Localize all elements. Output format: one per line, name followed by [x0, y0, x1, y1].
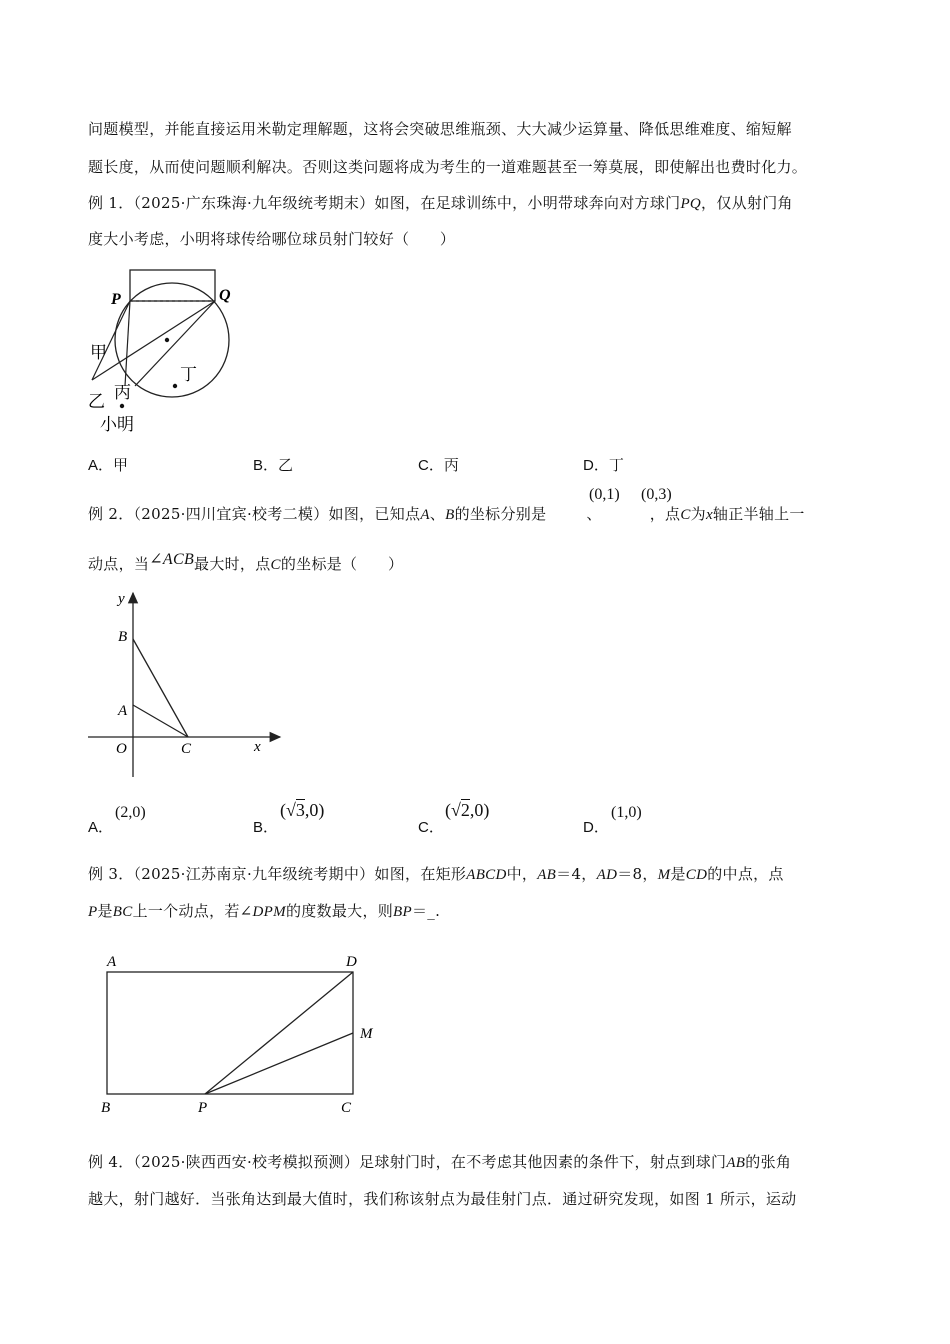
circle — [115, 283, 229, 397]
example-1-prefix: 例 1．（2025·广东珠海·九年级统考期末）如图，在足球训练中，小明带球奔向对方球门 — [88, 194, 681, 212]
example-2-figure — [80, 585, 295, 785]
label-y: y — [118, 591, 125, 607]
label-c: C — [341, 1100, 352, 1116]
label-q: Q — [219, 287, 231, 304]
goal-pq: PQ — [680, 196, 702, 212]
example-1-option-d: D．丁 — [583, 456, 624, 474]
label-o: O — [116, 741, 127, 757]
example-4-line-1: 例 4．（2025·陕西西安·校考模拟预测）足球射门时，在不考虑其他因素的条件下，射点到球门AB的张角 — [88, 1153, 792, 1171]
coord-b: (0,3) — [641, 486, 672, 503]
segment-pd — [205, 972, 353, 1094]
label-p: P — [198, 1100, 208, 1116]
line-bing-q — [135, 301, 215, 386]
label-c: C — [181, 741, 192, 757]
label-x: x — [254, 739, 261, 755]
example-4-line-2: 越大，射门越好．当张角达到最大值时，我们称该射点为最佳射门点．通过研究发现，如图 1 所示，运动 — [88, 1190, 797, 1208]
example-1-suffix: ，仅从射门角 — [701, 194, 793, 212]
goal-box — [130, 270, 215, 301]
example-2-option-a: A． — [88, 819, 114, 836]
coord-a: (0,1) — [589, 486, 620, 503]
option-b-value: (√3,0) — [280, 800, 325, 820]
label-yi: 乙 — [88, 392, 105, 412]
example-1-line-2: 度大小考虑，小明将球传给哪位球员射门较好（ ） — [88, 230, 456, 248]
option-a-value: (2,0) — [115, 804, 146, 821]
example-2-option-d: D． — [583, 819, 609, 836]
example-2-line-1: 例 2．（2025·四川宜宾·校考二模）如图，已知点A、B的坐标分别是 、 ，点C为x轴正半轴上一 — [88, 505, 805, 523]
line-bing-p — [125, 301, 130, 386]
label-b: B — [118, 629, 128, 645]
example-1-option-b: B．乙 — [253, 456, 294, 474]
label-b: B — [101, 1100, 111, 1116]
label-a: A — [107, 954, 117, 970]
option-c-value: (√2,0) — [445, 800, 490, 820]
segment-pm — [205, 1033, 353, 1094]
label-p: P — [111, 291, 121, 308]
example-3-line-2: P是BC上一个动点，若∠DPM的度数最大，则BP＝_. — [88, 902, 441, 920]
point-xiaoming — [120, 404, 124, 408]
label-a: A — [118, 703, 128, 719]
example-2-option-b: B． — [253, 819, 279, 836]
label-xiaoming: 小明 — [100, 415, 134, 435]
label-bing: 丙 — [114, 383, 131, 403]
label-jia: 甲 — [90, 343, 107, 363]
example-1-option-c: C．丙 — [418, 456, 459, 474]
label-d: D — [346, 954, 357, 970]
intro-line-1: 问题模型，并能直接运用米勒定理解题，这将会突破思维瓶颈、大大减少运算量、降低思维难度、缩短解 — [88, 120, 792, 138]
example-1-option-a: A．甲 — [88, 456, 129, 474]
point-ding — [173, 384, 177, 388]
example-3-line-1: 例 3．（2025·江苏南京·九年级统考期中）如图，在矩形ABCD中，AB＝4，AD＝8，M是CD的中点，点 — [88, 865, 784, 883]
angle-acb: ∠ACB — [149, 551, 195, 568]
example-1-line-1 — [88, 192, 793, 213]
label-ding: 丁 — [180, 365, 197, 385]
rectangle-abcd — [107, 972, 353, 1094]
label-m: M — [360, 1026, 373, 1042]
example-1-figure — [80, 262, 250, 442]
example-2-option-c: C． — [418, 819, 444, 836]
point-mid — [165, 338, 169, 342]
option-d-value: (1,0) — [611, 804, 642, 821]
example-3-figure — [95, 948, 395, 1120]
example-2-line-2: 动点，当∠ACB最大时，点C的坐标是（ ） — [88, 551, 404, 573]
segment-bc — [133, 639, 188, 737]
intro-line-2: 题长度，从而使问题顺利解决。否则这类问题将成为考生的一道难题甚至一筹莫展，即使解出也费时化力。 — [88, 158, 808, 176]
